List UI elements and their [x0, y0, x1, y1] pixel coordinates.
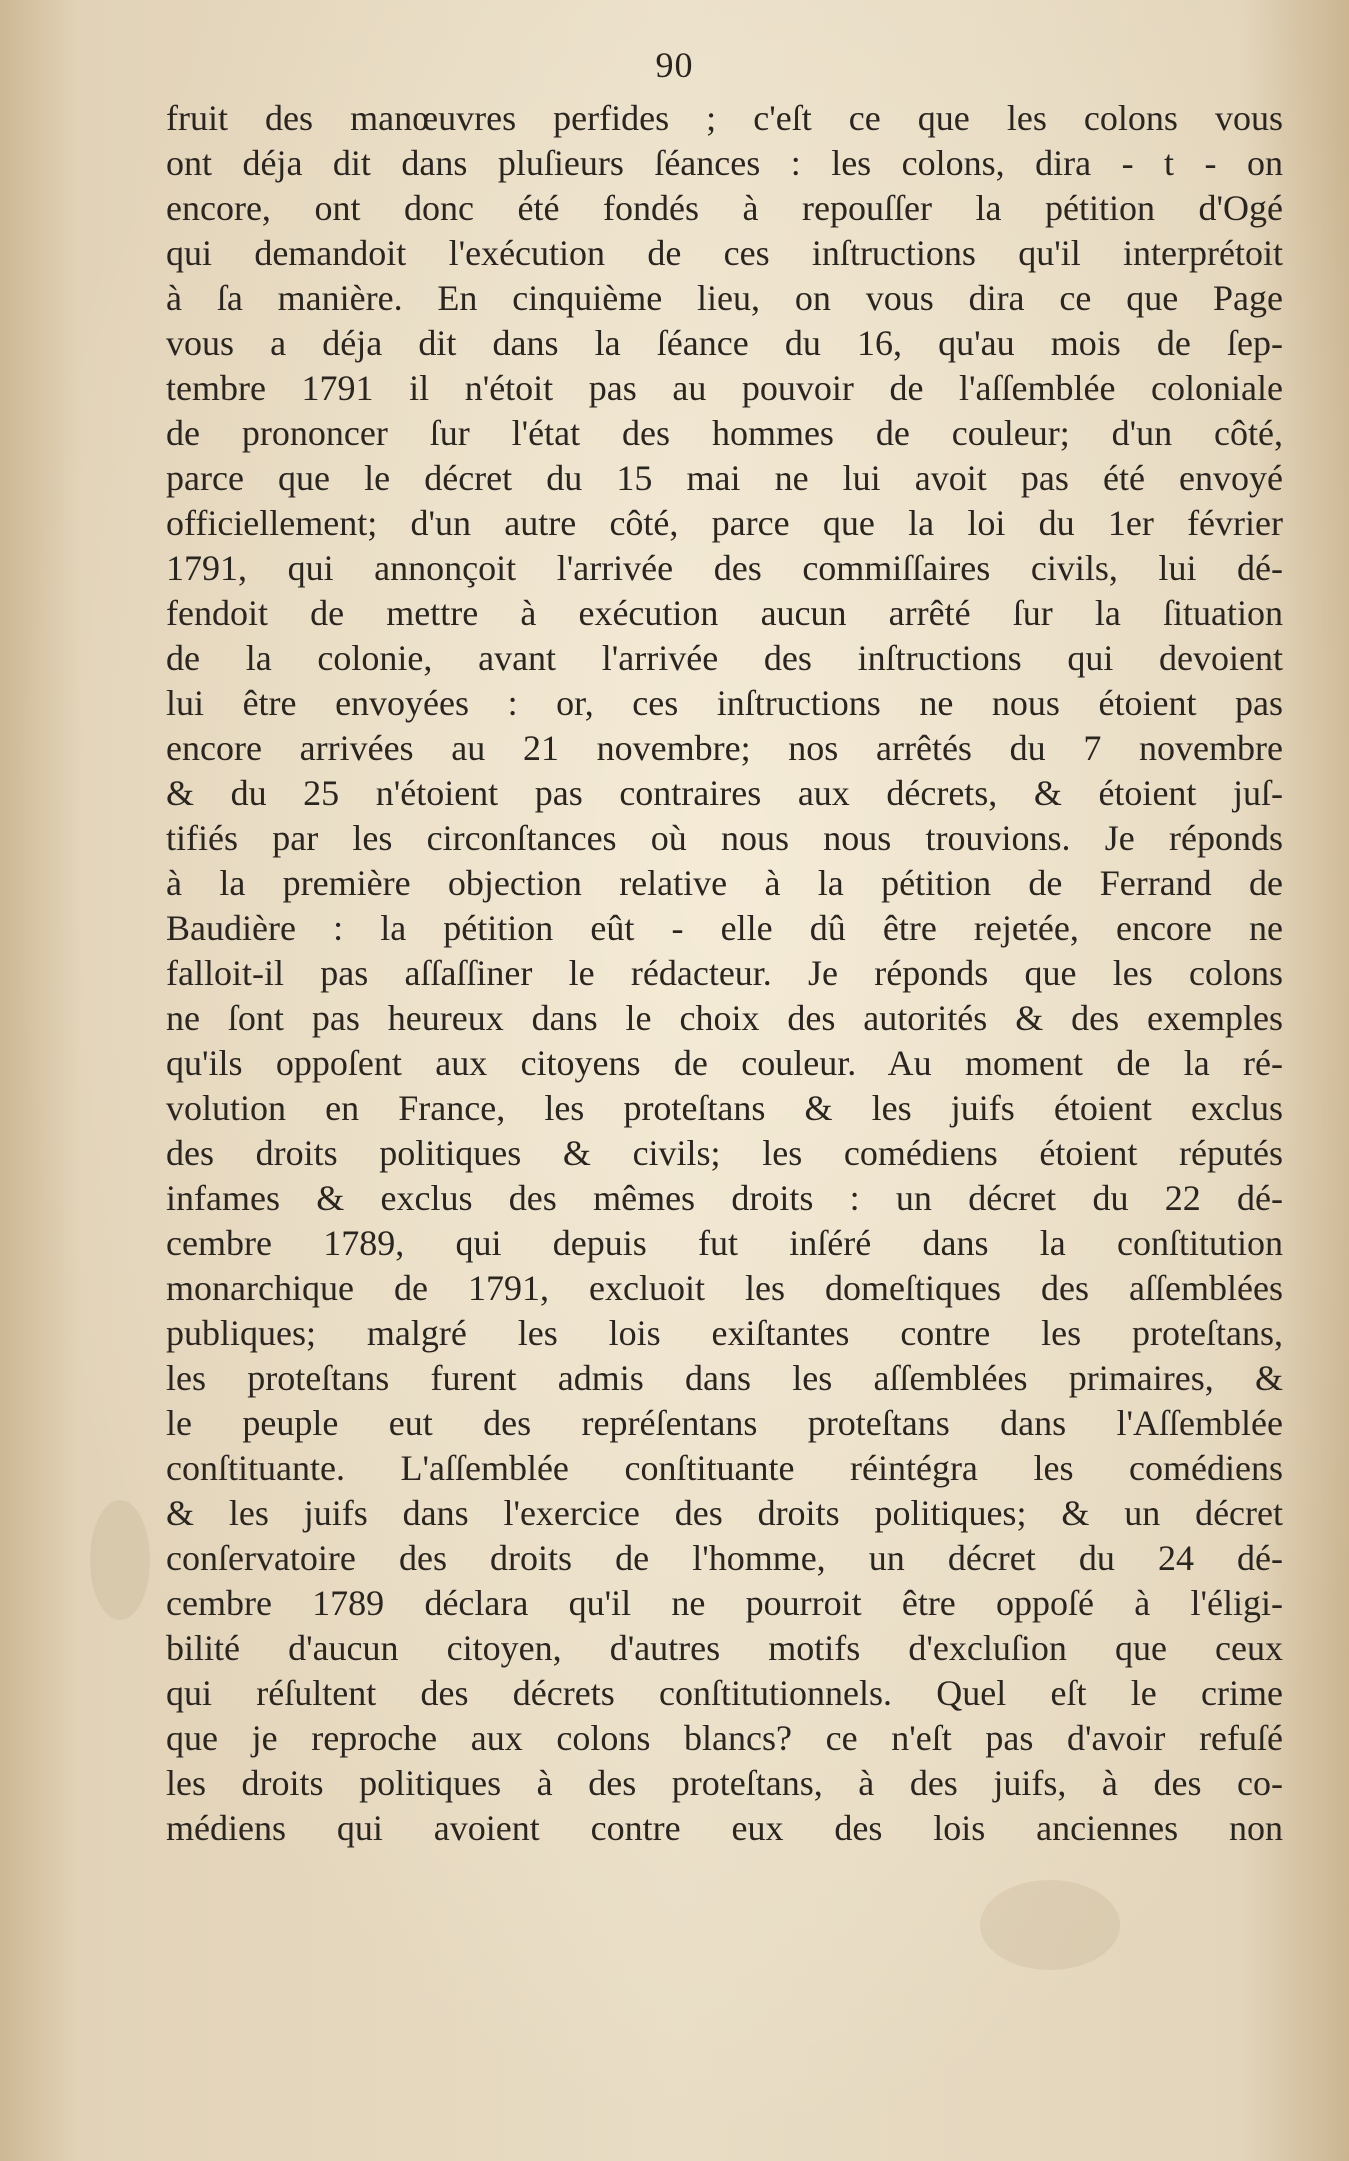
text-line: conſtituante. L'aſſemblée conſtituante réintégra les comédiens	[166, 1448, 1283, 1488]
text-line: que je reproche aux colons blancs? ce n'eſt pas d'avoir refuſé	[166, 1718, 1283, 1758]
paper-stain	[90, 1500, 150, 1620]
page-number: 90	[655, 45, 694, 85]
text-line: fruit des manœuvres perfides ; c'eſt ce que les colons vous	[166, 98, 1283, 138]
text-line: vous a déja dit dans la ſéance du 16, qu'au mois de ſep-	[166, 323, 1283, 363]
text-line: parce que le décret du 15 mai ne lui avoit pas été envoyé	[166, 458, 1283, 498]
text-line: les droits politiques à des proteſtans, à des juifs, à des co-	[166, 1763, 1283, 1803]
text-line: à ſa manière. En cinquième lieu, on vous dira ce que Page	[166, 278, 1283, 318]
text-line: tifiés par les circonſtances où nous nous trouvions. Je réponds	[166, 818, 1283, 858]
text-line: de prononcer ſur l'état des hommes de couleur; d'un côté,	[166, 413, 1283, 453]
text-line: encore, ont donc été fondés à repouſſer la pétition d'Ogé	[166, 188, 1283, 228]
text-line: cembre 1789 déclara qu'il ne pourroit être oppoſé à l'éligi-	[166, 1583, 1283, 1623]
text-line: de la colonie, avant l'arrivée des inſtructions qui devoient	[166, 638, 1283, 678]
text-line: conſervatoire des droits de l'homme, un décret du 24 dé-	[166, 1538, 1283, 1578]
text-line: ont déja dit dans pluſieurs ſéances : les colons, dira - t - on	[166, 143, 1283, 183]
text-line: 1791, qui annonçoit l'arrivée des commiſſaires civils, lui dé-	[166, 548, 1283, 588]
text-line: falloit-il pas aſſaſſiner le rédacteur. Je réponds que les colons	[166, 953, 1283, 993]
text-line: infames & exclus des mêmes droits : un décret du 22 dé-	[166, 1178, 1283, 1218]
text-line: qu'ils oppoſent aux citoyens de couleur. Au moment de la ré-	[166, 1043, 1283, 1083]
text-line: fendoit de mettre à exécution aucun arrêté ſur la ſituation	[166, 593, 1283, 633]
text-line: & les juifs dans l'exercice des droits politiques; & un décret	[166, 1493, 1283, 1533]
text-line: publiques; malgré les lois exiſtantes contre les proteſtans,	[166, 1313, 1283, 1353]
text-line: médiens qui avoient contre eux des lois anciennes non	[166, 1808, 1283, 1848]
text-line: qui demandoit l'exécution de ces inſtructions qu'il interprétoit	[166, 233, 1283, 273]
text-line: lui être envoyées : or, ces inſtructions ne nous étoient pas	[166, 683, 1283, 723]
text-line: Baudière : la pétition eût - elle dû être rejetée, encore ne	[166, 908, 1283, 948]
text-line: cembre 1789, qui depuis fut inſéré dans la conſtitution	[166, 1223, 1283, 1263]
text-line: à la première objection relative à la pétition de Ferrand de	[166, 863, 1283, 903]
text-line: ne ſont pas heureux dans le choix des autorités & des exemples	[166, 998, 1283, 1038]
paper-stain	[980, 1880, 1120, 1970]
body-text	[166, 96, 1283, 1851]
text-line: officiellement; d'un autre côté, parce que la loi du 1er février	[166, 503, 1283, 543]
text-line: & du 25 n'étoient pas contraires aux décrets, & étoient juſ-	[166, 773, 1283, 813]
text-line: tembre 1791 il n'étoit pas au pouvoir de l'aſſemblée coloniale	[166, 368, 1283, 408]
text-line: des droits politiques & civils; les comédiens étoient réputés	[166, 1133, 1283, 1173]
text-line: monarchique de 1791, excluoit les domeſtiques des aſſemblées	[166, 1268, 1283, 1308]
text-line: les proteſtans furent admis dans les aſſemblées primaires, &	[166, 1358, 1283, 1398]
text-line: qui réſultent des décrets conſtitutionnels. Quel eſt le crime	[166, 1673, 1283, 1713]
text-line: le peuple eut des repréſentans proteſtans dans l'Aſſemblée	[166, 1403, 1283, 1443]
text-line: volution en France, les proteſtans & les juifs étoient exclus	[166, 1088, 1283, 1128]
text-line: encore arrivées au 21 novembre; nos arrêtés du 7 novembre	[166, 728, 1283, 768]
text-line: bilité d'aucun citoyen, d'autres motifs d'excluſion que ceux	[166, 1628, 1283, 1668]
